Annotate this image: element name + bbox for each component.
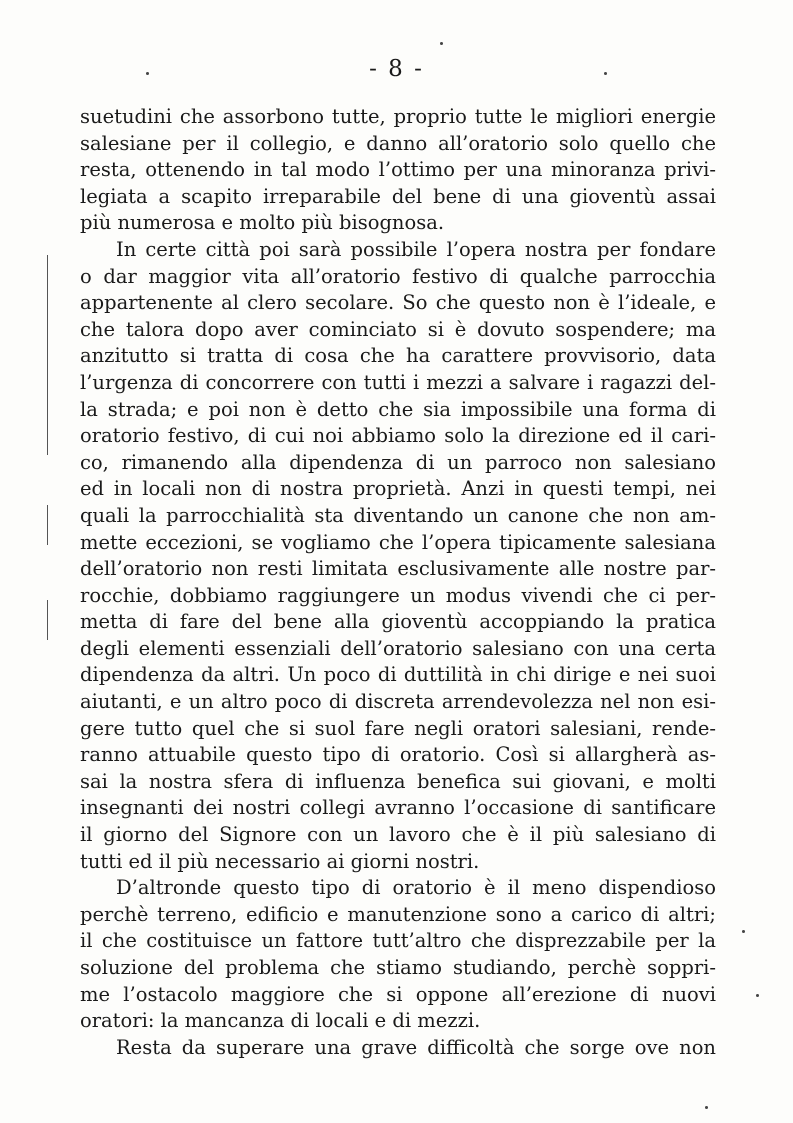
text-line: soluzione del problema che stiamo studiando, perchè soppri- xyxy=(80,956,716,979)
print-speck xyxy=(705,1106,708,1109)
text-line: legiata a scapito irreparabile del bene di una gioventù assai xyxy=(80,184,716,208)
text-line: la strada; e poi non è detto che sia impossibile una forma di xyxy=(80,397,716,421)
text-line: oratorio festivo, di cui noi abbiamo solo la direzione ed il cari- xyxy=(80,424,716,448)
text-line: co, rimanendo alla dipendenza di un parroco non salesiano xyxy=(80,450,716,474)
text-line: Resta da superare una grave difficoltà che sorge ove non xyxy=(116,1035,716,1059)
text-line: ranno attuabile questo tipo di oratorio. Così si allargherà as- xyxy=(80,743,716,767)
text-line: che talora dopo aver cominciato si è dovuto sospendere; ma xyxy=(80,317,716,341)
text-line: dipendenza da altri. Un poco di duttilità in chi dirige e nei suoi xyxy=(80,663,716,687)
margin-line-mark xyxy=(47,255,48,455)
text-line: appartenente al clero secolare. So che questo non è l’ideale, e xyxy=(80,291,716,315)
text-line: resta, ottenendo in tal modo l’ottimo per una minoranza privi- xyxy=(80,158,716,182)
text-line: più numerosa e molto più bisognosa. xyxy=(80,211,445,235)
text-line: il che costituisce un fattore tutt’altro che disprezzabile per la xyxy=(80,929,716,953)
text-line: rocchie, dobbiamo raggiungere un modus vivendi che ci per- xyxy=(80,583,716,607)
text-line: oratori: la mancanza di locali e di mezzi. xyxy=(80,1009,481,1033)
text-line: D’altronde questo tipo di oratorio è il meno dispendioso xyxy=(116,876,716,900)
text-line: l’urgenza di concorrere con tutti i mezzi a salvare i ragazzi del- xyxy=(80,370,716,394)
text-line: metta di fare del bene alla gioventù accoppiando la pratica xyxy=(80,610,716,634)
text-line: quali la parrocchialità sta diventando un canone che non am- xyxy=(80,503,716,527)
body-text xyxy=(80,104,716,1061)
print-speck xyxy=(604,72,607,75)
text-line: mette eccezioni, se vogliamo che l’opera tipicamente salesiana xyxy=(80,530,716,554)
print-speck xyxy=(146,72,149,75)
text-line: dell’oratorio non resti limitata esclusivamente alle nostre par- xyxy=(80,557,716,581)
print-speck xyxy=(742,930,745,933)
margin-line-mark xyxy=(47,600,48,640)
text-line: salesiane per il collegio, e danno all’oratorio solo quello che xyxy=(80,131,716,155)
text-line: insegnanti dei nostri collegi avranno l’occasione di santificare xyxy=(80,796,716,820)
text-line: me l’ostacolo maggiore che si oppone all’erezione di nuovi xyxy=(80,982,716,1006)
text-line: degli elementi essenziali dell’oratorio salesiano con una certa xyxy=(80,636,716,660)
text-line: o dar maggior vita all’oratorio festivo di qualche parrocchia xyxy=(80,264,716,288)
print-speck xyxy=(440,42,443,45)
text-line: ed in locali non di nostra proprietà. Anzi in questi tempi, nei xyxy=(80,477,716,501)
text-line: aiutanti, e un altro poco di discreta arrendevolezza nel non esi- xyxy=(80,690,716,714)
text-line: il giorno del Signore con un lavoro che è il più salesiano di xyxy=(80,823,716,847)
page-number: - 8 - xyxy=(369,56,424,82)
text-line: sai la nostra sfera di influenza benefica sui giovani, e molti xyxy=(80,769,716,793)
text-line: gere tutto quel che si suol fare negli oratori salesiani, rende- xyxy=(80,716,716,740)
margin-line-mark xyxy=(47,505,48,545)
text-line: tutti ed il più necessario ai giorni nostri. xyxy=(80,849,480,873)
text-line: suetudini che assorbono tutte, proprio tutte le migliori energie xyxy=(80,105,716,128)
text-line: In certe città poi sarà possibile l’opera nostra per fondare xyxy=(116,237,716,261)
print-speck xyxy=(756,994,759,997)
text-line: anzitutto si tratta di cosa che ha carattere provvisorio, data xyxy=(80,344,716,368)
text-line: perchè terreno, edificio e manutenzione sono a carico di altri; xyxy=(80,902,716,926)
